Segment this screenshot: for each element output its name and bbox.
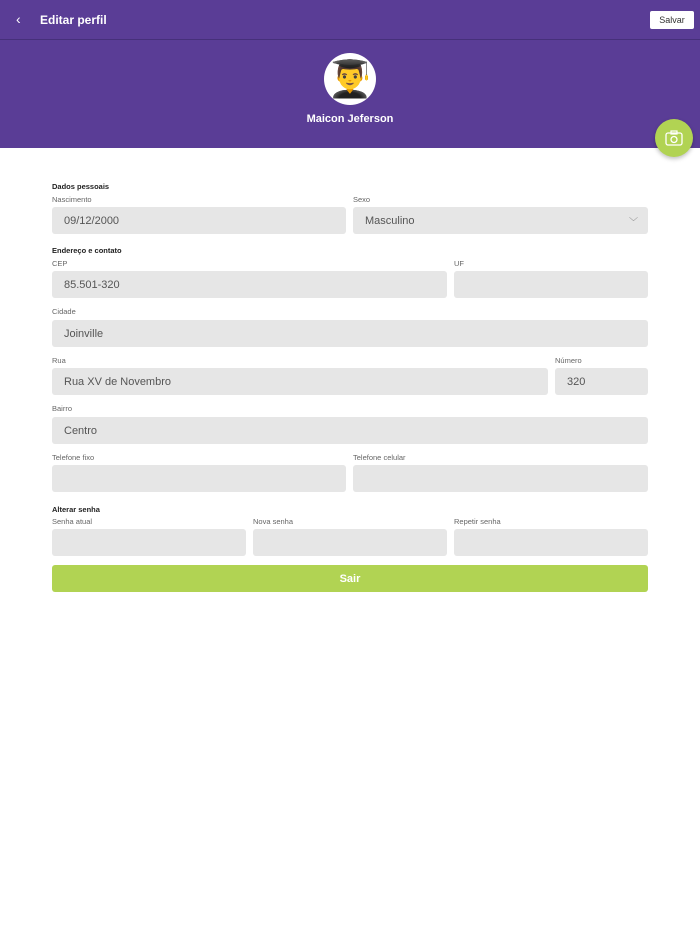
logout-button[interactable]: Sair xyxy=(52,565,648,592)
senha-atual-input[interactable] xyxy=(52,529,246,556)
page-title: Editar perfil xyxy=(40,13,107,27)
rua-input[interactable]: Rua XV de Novembro xyxy=(52,368,548,395)
back-icon[interactable]: ‹ xyxy=(16,11,21,27)
cep-label: CEP xyxy=(52,259,68,268)
change-photo-button[interactable] xyxy=(655,119,693,157)
telefone-celular-label: Telefone celular xyxy=(353,453,406,462)
cidade-input[interactable]: Joinville xyxy=(52,320,648,347)
cidade-label: Cidade xyxy=(52,307,76,316)
telefone-celular-input[interactable] xyxy=(353,465,648,492)
senha-atual-label: Senha atual xyxy=(52,517,93,526)
rua-label: Rua xyxy=(52,356,66,365)
nascimento-input[interactable]: 09/12/2000 xyxy=(52,207,346,234)
top-bar xyxy=(0,0,700,40)
section-personal: Dados pessoais xyxy=(52,182,110,191)
numero-label: Número xyxy=(555,356,582,365)
bairro-label: Bairro xyxy=(52,404,73,413)
save-button[interactable]: Salvar xyxy=(650,11,694,29)
avatar: 👨‍🎓 xyxy=(324,53,376,105)
camera-icon xyxy=(665,130,683,146)
bairro-input[interactable]: Centro xyxy=(52,417,648,444)
telefone-fixo-label: Telefone fixo xyxy=(52,453,95,462)
repetir-senha-input[interactable] xyxy=(454,529,648,556)
numero-input[interactable]: 320 xyxy=(555,368,648,395)
profile-name: Maicon Jeferson xyxy=(306,113,394,125)
cep-input[interactable]: 85.501-320 xyxy=(52,271,447,298)
telefone-fixo-input[interactable] xyxy=(52,465,346,492)
section-address: Endereço e contato xyxy=(52,246,122,255)
section-password: Alterar senha xyxy=(52,505,100,514)
uf-label: UF xyxy=(454,259,464,268)
sexo-label: Sexo xyxy=(353,195,371,204)
nascimento-label: Nascimento xyxy=(52,195,92,204)
uf-input[interactable] xyxy=(454,271,648,298)
nova-senha-label: Nova senha xyxy=(253,517,294,526)
chevron-down-icon: ﹀ xyxy=(628,217,638,227)
nova-senha-input[interactable] xyxy=(253,529,447,556)
repetir-senha-label: Repetir senha xyxy=(454,517,501,526)
sexo-select[interactable] xyxy=(353,207,648,234)
sexo-value: Masculino xyxy=(365,214,415,227)
